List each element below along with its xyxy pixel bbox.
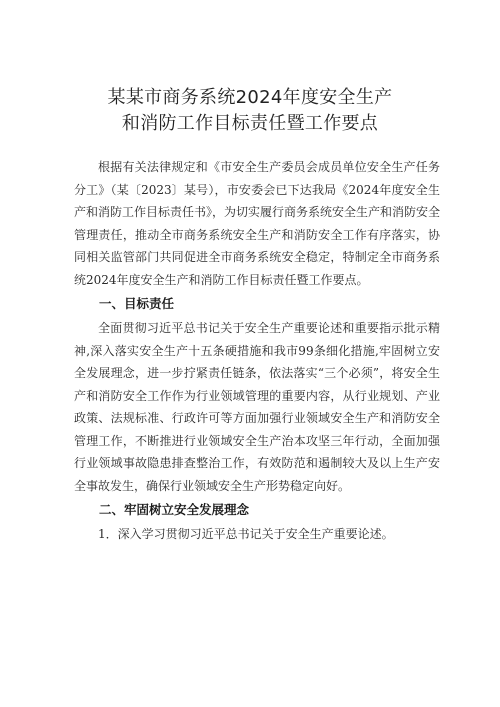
intro-paragraph: 根据有关法律规定和《市安全生产委员会成员单位安全生产任务分工》（某〔2023〕某号），市安委会已下达我局《2024年度安全生产和消防工作目标责任书》，为切实履行商务系统安全生产和消防安全管理责任，推动全市商务系统安全生产和消防安全工作有序落实，协同相关监管部门共同促进全市商务系统安全稳定，特制定全市商务系统2024年度安全生产和消防工作目标责任暨工作要点。 bbox=[74, 160, 441, 287]
title-line-2: 和消防工作目标责任暨工作要点 bbox=[121, 113, 379, 134]
section-heading-safety-concept: 二、牢固树立安全发展理念 bbox=[99, 502, 250, 517]
title-line-1: 某某市商务系统2024年度安全生产 bbox=[107, 87, 393, 108]
goals-paragraph: 全面贯彻习近平总书记关于安全生产重要论述和重要指示批示精神,深入落实安全生产十五条硬措施和我市99条细化措施,牢固树立安全发展理念，进一步拧紧责任链条，依法落实“三个必须”，将安全生产和消防安全工作作为行业领域管理的重要内容，从行业规划、产业政策、法规标准、行政许可等方面加强行业领域安全生产和消防安全管理工作，不断推进行业领域安全生产治本攻坚三年行动，全面加强行业领域事故隐患排查整治工作，有效防范和遏制较大及以上生产安全事故发生，确保行业领域安全生产形势稳定向好。 bbox=[74, 321, 440, 493]
section-heading-goals: 一、目标责任 bbox=[99, 296, 175, 311]
document-body bbox=[74, 156, 440, 546]
list-item: 1．深入学习贯彻习近平总书记关于安全生产重要论述。 bbox=[98, 527, 394, 541]
document-title bbox=[40, 85, 460, 137]
